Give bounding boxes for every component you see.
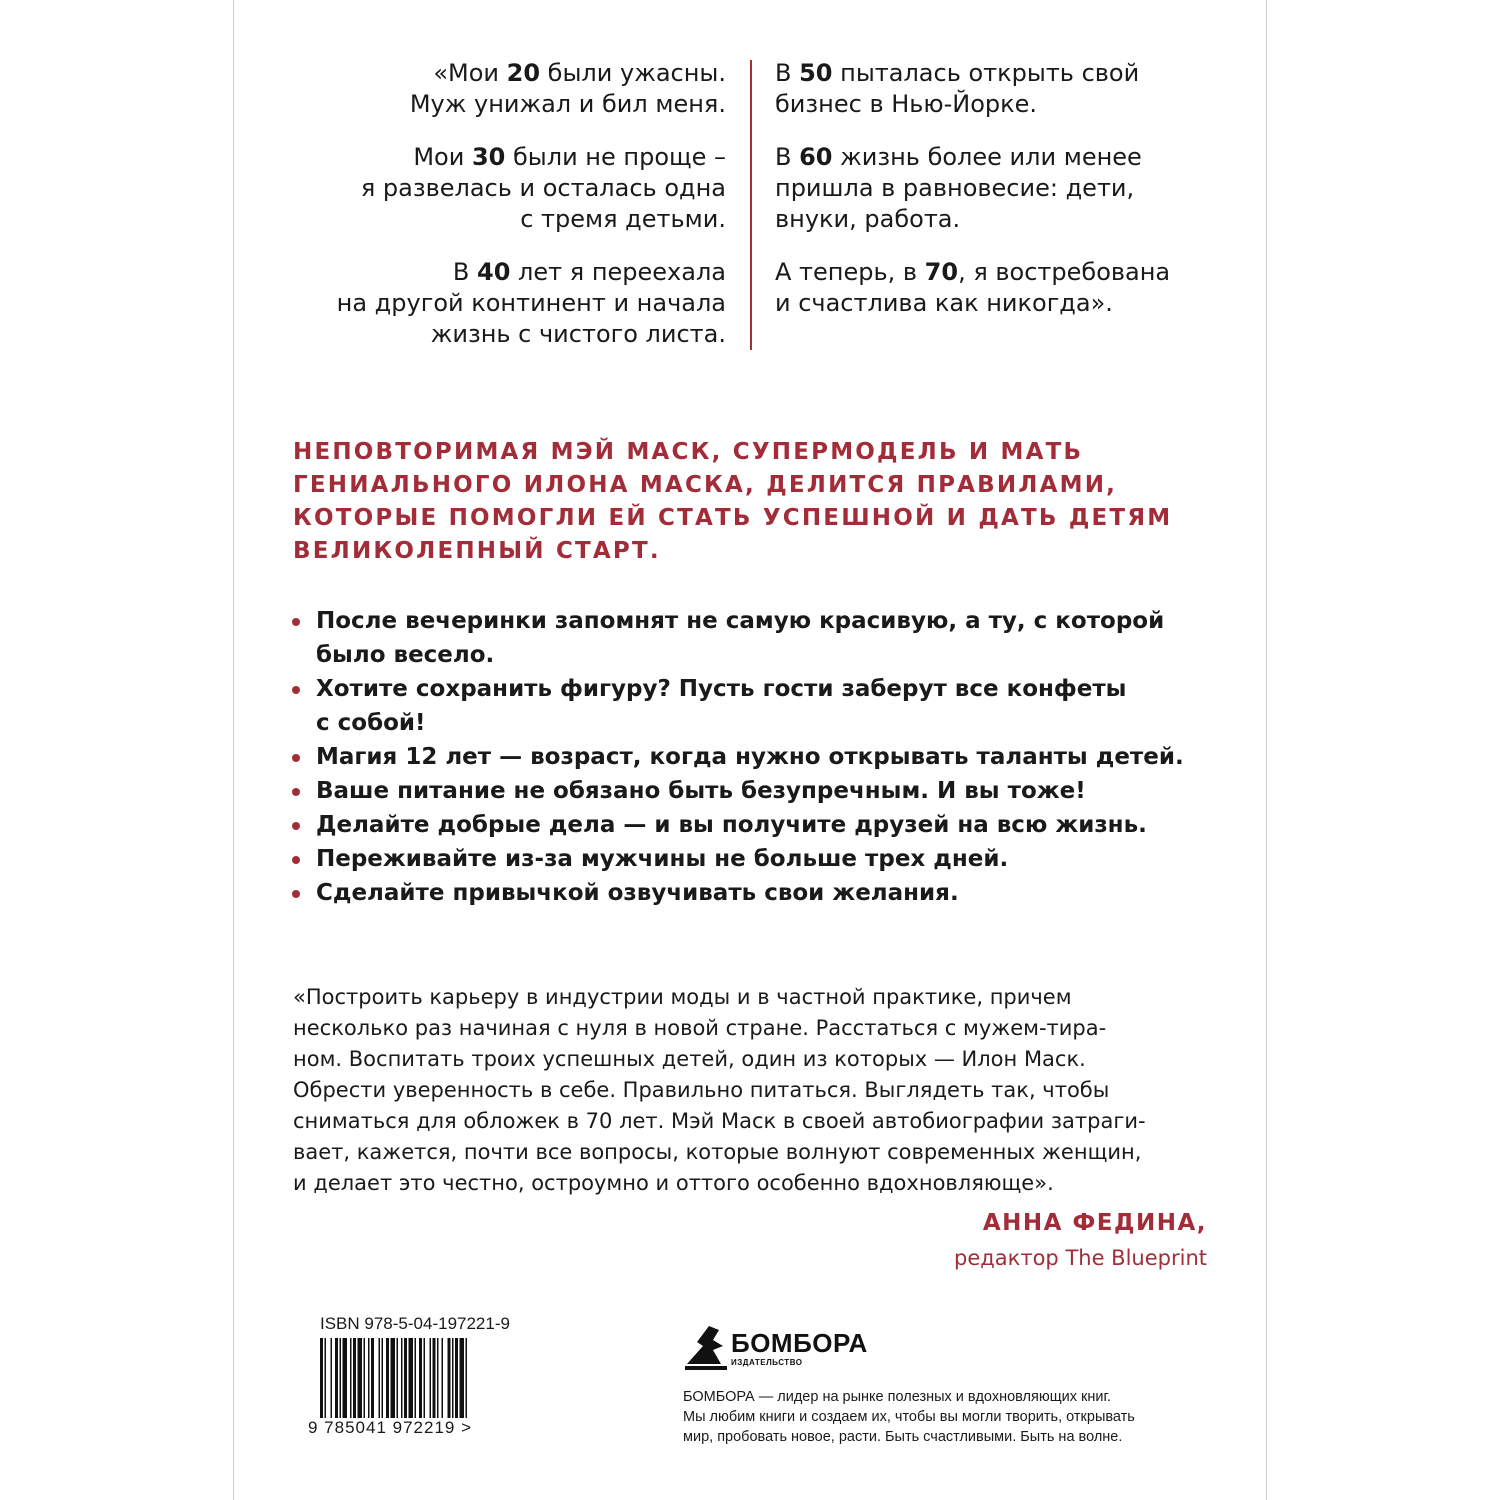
quote-paragraph: В 40 лет я переехала на другой континент и начала жизнь с чистого листа. [336,258,726,348]
barcode-bar [455,1338,458,1418]
barcode-bar [379,1338,381,1418]
barcode-bar [382,1338,384,1418]
publisher-sub: ИЗДАТЕЛЬСТВО [731,1358,803,1367]
review-quote: «Построить карьеру в индустрии моды и в частной практике, причем несколько раз начиная с нуля в новой стране. Расстаться с мужем-тира- ном. Воспитать троих успешных детей, один из которых — Илон Маск. Обрести уверенность в себе. Правильно питаться. Выглядеть так, чтобы сниматься для обложек в 70 лет. Мэй Маск в своей автобиографии затраги- вает, кажется, почти все вопросы, которые волнуют современных женщин, и делает это честно, остроумно и оттого особенно вдохновляюще». [293,985,1146,1195]
bullet-icon [292,856,300,864]
barcode-bar [433,1338,436,1418]
barcode-bar [343,1338,348,1418]
barcode-bar [358,1338,363,1418]
bullet-icon [292,822,300,830]
quote-paragraph: «Мои 20 были ужасны. Муж унижал и бил меня. [409,59,726,118]
barcode-bar [325,1338,327,1418]
barcode-bar [424,1338,426,1418]
barcode-icon [320,1338,520,1418]
barcode-bar [364,1338,366,1418]
bullet-icon [292,890,300,898]
publisher-description: БОМБОРА — лидер на рынке полезных и вдохновляющих книг. Мы любим книги и создаем их, чтобы вы могли творить, открывать мир, пробовать новое, расти. Быть счастливыми. Быть на волне. [683,1389,1135,1445]
headline: НЕПОВТОРИМАЯ МЭЙ МАСК, СУПЕРМОДЕЛЬ И МАТЬ ГЕНИАЛЬНОГО ИЛОНА МАСКА, ДЕЛИТСЯ ПРАВИЛАМИ, КОТОРЫЕ ПОМОГЛИ ЕЙ СТАТЬ УСПЕШНОЙ И ДАТЬ ДЕТЯМ ВЕЛИКОЛЕПНЫЙ СТАРТ. [293,439,1173,564]
barcode-bar [415,1338,417,1418]
barcode-bar [442,1338,444,1418]
barcode-bar [466,1338,468,1418]
tips-list [290,604,1250,910]
barcode-bar [430,1338,432,1418]
quote-paragraph: В 50 пыталась открыть свой бизнес в Нью-Йорке. [775,59,1140,118]
barcode-bar [409,1338,414,1418]
list-item: Хотите сохранить фигуру? Пусть гости заберут все конфеты с собой! [290,672,1250,740]
barcode-bar [350,1338,352,1418]
review-author: АННА ФЕДИНА, [982,1210,1207,1236]
bullet-icon [292,686,300,694]
barcode-bar [460,1338,465,1418]
barcode-bar [331,1338,333,1418]
bullet-icon [292,754,300,762]
list-item: Ваше питание не обязано быть безупречным. И вы тоже! [290,774,1250,808]
quote-divider [750,60,752,350]
isbn-label: ISBN 978-5-04-197221-9 [320,1314,510,1333]
quote-paragraph: Мои 30 были не проще – я развелась и осталась одна с тремя детьми. [360,143,726,233]
quote-column-left [300,58,726,372]
barcode-bar [437,1338,439,1418]
barcode-bar [419,1338,422,1418]
barcode-bar [340,1338,342,1418]
barcode-bar [397,1338,399,1418]
barcode-digits: 9 785041 972219 > [308,1418,473,1437]
bullet-icon [292,788,300,796]
barcode-bar [386,1338,389,1418]
list-item: Переживайте из-за мужчины не больше трех дней. [290,842,1250,876]
quote-paragraph: А теперь, в 70, я востребована и счастлива как никогда». [775,258,1171,317]
barcode-bar [391,1338,396,1418]
barcode-bar [371,1338,374,1418]
quote-column-right [775,58,1205,341]
barcode-bar [448,1338,451,1418]
barcode-bar [404,1338,407,1418]
bullet-icon [292,618,300,626]
barcode-bar [320,1338,323,1418]
barcode-bar [452,1338,454,1418]
barcode-bar [401,1338,403,1418]
barcode-bar [353,1338,356,1418]
list-item: Делайте добрые дела — и вы получите друзей на всю жизнь. [290,808,1250,842]
list-item: После вечеринки запомнят не самую красивую, а ту, с которой было весело. [290,604,1250,672]
quote-paragraph: В 60 жизнь более или менее пришла в равновесие: дети, внуки, работа. [775,143,1142,233]
list-item: Сделайте привычкой озвучивать свои желания. [290,876,1250,910]
review-author-role: редактор The Blueprint [954,1246,1207,1270]
publisher-name: БОМБОРА [731,1328,868,1358]
barcode-bar [368,1338,370,1418]
list-item: Магия 12 лет — возраст, когда нужно открывать таланты детей. [290,740,1250,774]
barcode-bar [335,1338,338,1418]
